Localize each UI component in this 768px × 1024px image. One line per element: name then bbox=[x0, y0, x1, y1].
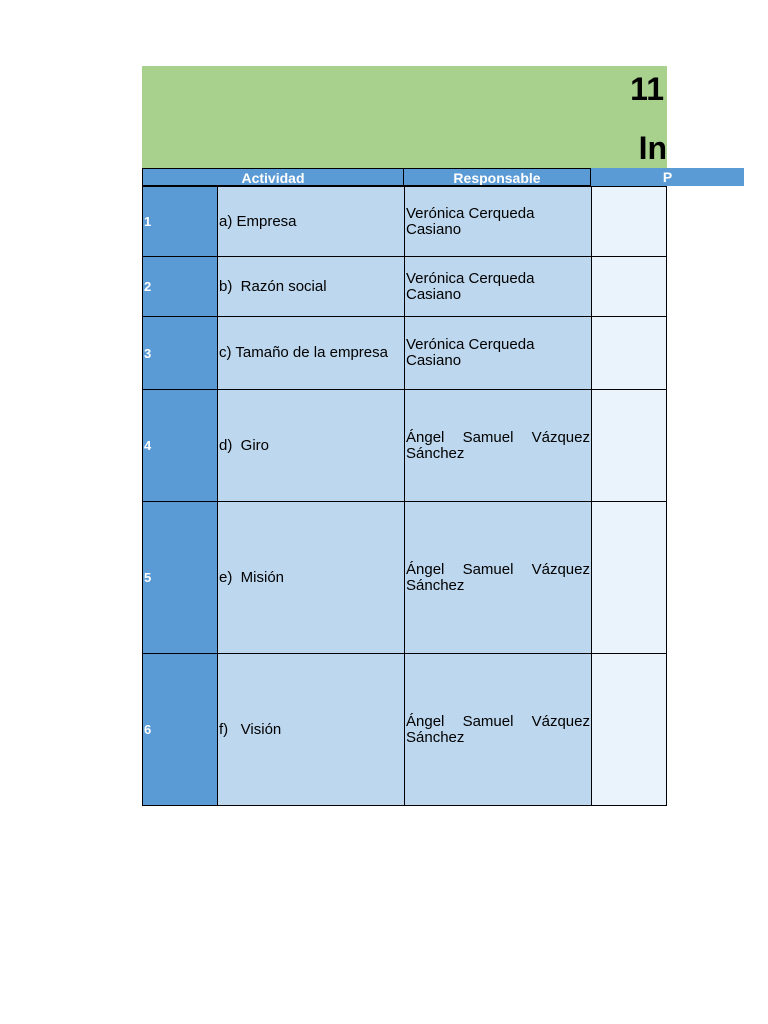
responsable-cell bbox=[405, 317, 592, 390]
table-row bbox=[142, 257, 667, 317]
header-responsable: Responsable bbox=[404, 168, 591, 186]
p-cell bbox=[592, 502, 667, 654]
row-number-cell bbox=[142, 257, 218, 317]
row-number: 6 bbox=[144, 722, 152, 737]
responsable-text: Verónica Cerqueda Casiano bbox=[406, 204, 535, 238]
actividad-text: e) Misión bbox=[219, 568, 285, 586]
actividad-cell bbox=[218, 317, 405, 390]
banner-title-number: 11 bbox=[630, 71, 664, 107]
responsable-cell bbox=[405, 502, 592, 654]
row-number: 3 bbox=[144, 345, 152, 361]
responsable-cell bbox=[405, 257, 592, 317]
row-number: 5 bbox=[144, 570, 152, 585]
responsable-text: Ángel Samuel Vázquez Sánchez bbox=[406, 560, 590, 594]
responsable-text: Ángel Samuel Vázquez Sánchez bbox=[406, 712, 590, 746]
title-banner bbox=[142, 66, 667, 168]
table-row bbox=[142, 317, 667, 390]
responsable-cell bbox=[405, 187, 592, 257]
p-cell bbox=[592, 317, 667, 390]
actividad-cell bbox=[218, 257, 405, 317]
responsable-text: Verónica Cerqueda Casiano bbox=[406, 269, 535, 303]
actividad-cell bbox=[218, 502, 405, 654]
row-number-cell bbox=[142, 317, 218, 390]
table-row bbox=[142, 654, 667, 806]
banner-title-text: In bbox=[638, 130, 667, 166]
table-row bbox=[142, 186, 667, 257]
actividad-text: d) Giro bbox=[219, 436, 270, 454]
row-number: 2 bbox=[144, 279, 152, 294]
actividad-text: b) Razón social bbox=[219, 277, 327, 295]
actividad-cell bbox=[218, 390, 405, 502]
actividad-cell bbox=[218, 187, 405, 257]
row-number-cell bbox=[142, 187, 218, 257]
p-cell bbox=[592, 257, 667, 317]
row-number-cell bbox=[142, 654, 218, 806]
p-cell bbox=[592, 654, 667, 806]
responsable-cell bbox=[405, 654, 592, 806]
responsable-text: Ángel Samuel Vázquez Sánchez bbox=[406, 428, 590, 462]
row-number-cell bbox=[142, 390, 218, 502]
table-row bbox=[142, 502, 667, 654]
actividad-text: a) Empresa bbox=[219, 212, 297, 230]
responsable-cell bbox=[405, 390, 592, 502]
row-number: 4 bbox=[144, 438, 152, 453]
p-cell bbox=[592, 390, 667, 502]
row-number-cell bbox=[142, 502, 218, 654]
responsable-text: Verónica Cerqueda Casiano bbox=[406, 336, 535, 369]
actividad-cell bbox=[218, 654, 405, 806]
actividad-text: f) Visión bbox=[219, 720, 282, 738]
row-number: 1 bbox=[144, 214, 152, 229]
actividad-text: c) Tamaño de la empresa bbox=[219, 344, 388, 361]
header-actividad: Actividad bbox=[142, 168, 404, 186]
table-row bbox=[142, 390, 667, 502]
header-p bbox=[591, 168, 744, 186]
p-cell bbox=[592, 187, 667, 257]
header-p-label: P bbox=[662, 169, 673, 185]
